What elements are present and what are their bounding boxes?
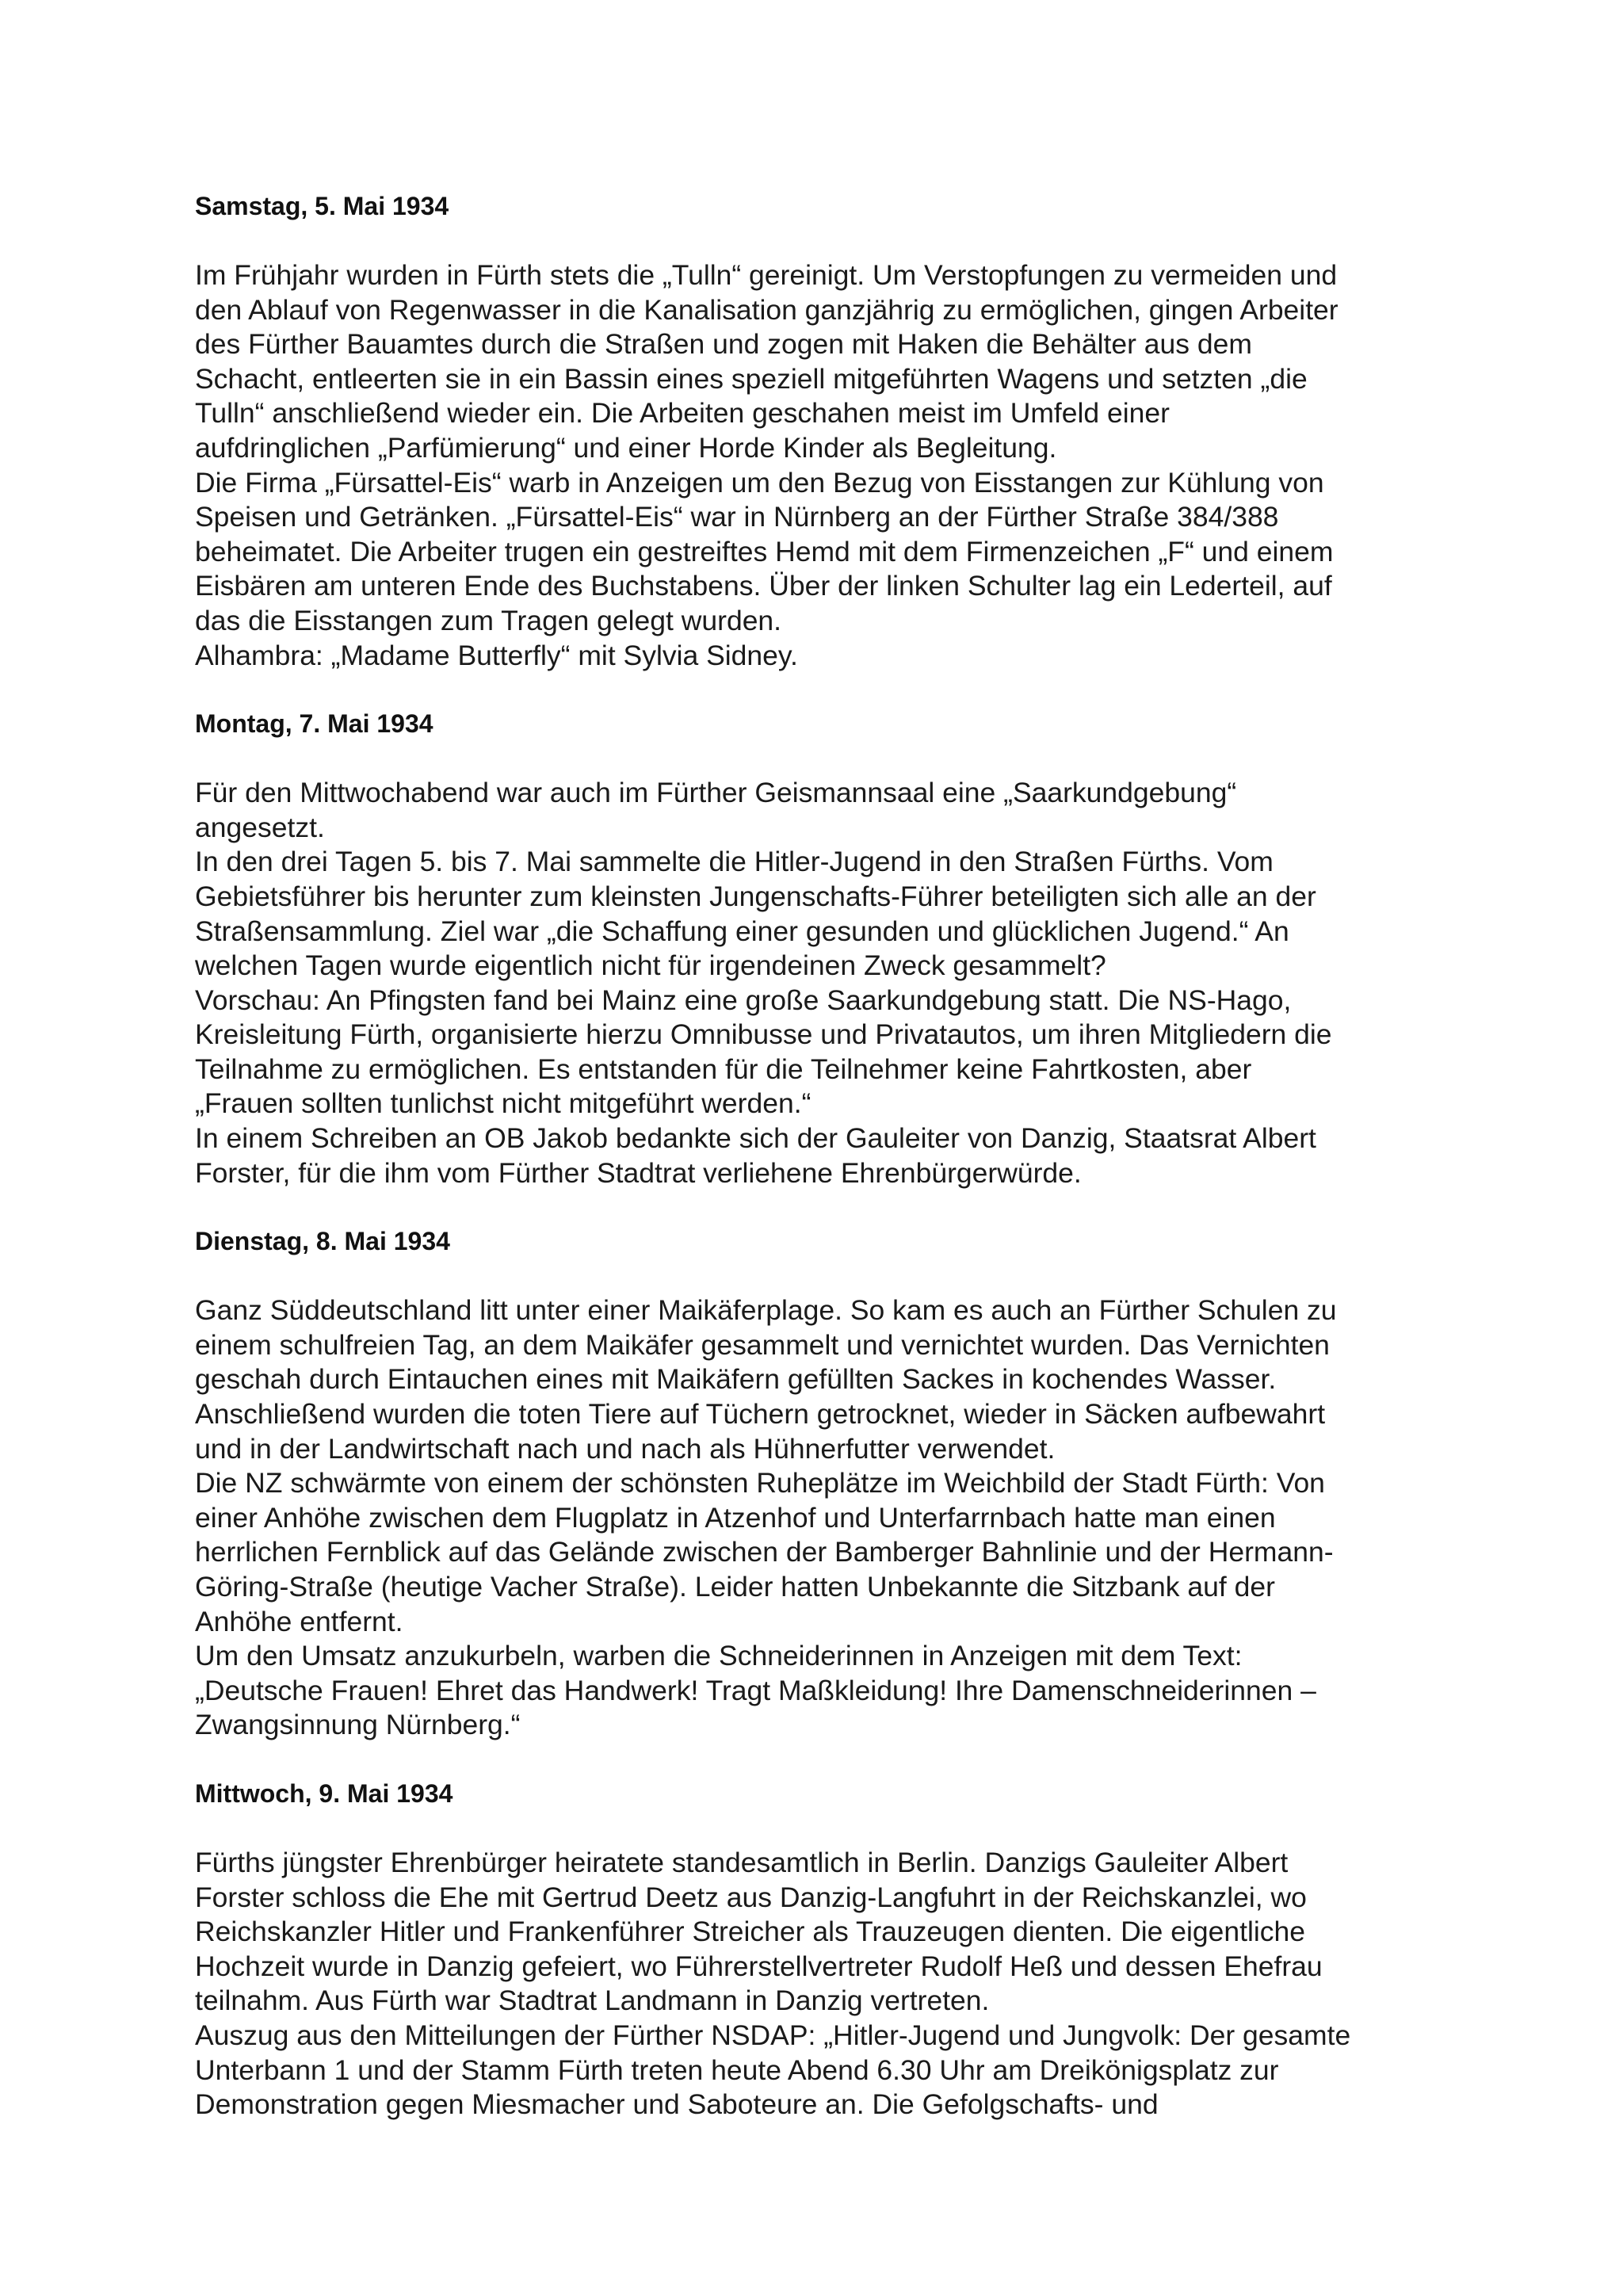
text-line: geschah durch Eintauchen eines mit Maikäfern gefüllten Sackes in kochendes Wasser. xyxy=(195,1363,1277,1396)
text-line: Speisen und Getränken. „Fürsattel-Eis“ war in Nürnberg an der Fürther Straße 384/388 xyxy=(195,501,1279,533)
entry-date-heading: Mittwoch, 9. Mai 1934 xyxy=(195,1778,453,1808)
text-line: Die Firma „Fürsattel-Eis“ warb in Anzeigen um den Bezug von Eisstangen zur Kühlung von xyxy=(195,466,1324,499)
paragraph xyxy=(195,845,1463,983)
text-line: das die Eisstangen zum Tragen gelegt wurden. xyxy=(195,604,782,636)
text-line: Fürths jüngster Ehrenbürger heiratete standesamtlich in Berlin. Danzigs Gauleiter Albert xyxy=(195,1846,1289,1878)
document-page xyxy=(195,189,1463,2156)
text-line: Im Frühjahr wurden in Fürth stets die „Tulln“ gereinigt. Um Verstopfungen zu vermeiden und xyxy=(195,259,1338,291)
text-line: Teilnahme zu ermöglichen. Es entstanden für die Teilnehmer keine Fahrtkosten, aber xyxy=(195,1052,1252,1085)
text-line: Reichskanzler Hitler und Frankenführer Streicher als Trauzeugen dienten. Die eigentliche xyxy=(195,1916,1306,1948)
text-line: Auszug aus den Mitteilungen der Fürther NSDAP: „Hitler-Jugend und Jungvolk: Der gesamte xyxy=(195,2019,1351,2051)
text-line: Die NZ schwärmte von einem der schönsten Ruheplätze im Weichbild der Stadt Fürth: Von xyxy=(195,1467,1325,1499)
text-line: Alhambra: „Madame Butterfly“ mit Sylvia Sidney. xyxy=(195,639,798,671)
text-line: Forster, für die ihm vom Fürther Stadtrat verliehene Ehrenbürgerwürde. xyxy=(195,1156,1082,1189)
text-line: welchen Tagen wurde eigentlich nicht für irgendeinen Zweck gesammelt? xyxy=(195,949,1106,982)
text-line: Vorschau: An Pfingsten fand bei Mainz eine große Saarkundgebung statt. Die NS-Hago, xyxy=(195,984,1292,1016)
paragraph xyxy=(195,984,1463,1121)
entry-wednesday xyxy=(195,1776,1463,2122)
text-line: Gebietsführer bis herunter zum kleinsten Jungenschafts-Führer beteiligten sich alle an der xyxy=(195,880,1316,912)
text-line: „Frauen sollten tunlichst nicht mitgeführt werden.“ xyxy=(195,1087,812,1120)
entry-2024-05-05 xyxy=(195,189,1463,673)
text-line: herrlichen Fernblick auf das Gelände zwischen der Bamberger Bahnlinie und der Hermann- xyxy=(195,1536,1334,1568)
text-line: In einem Schreiben an OB Jakob bedankte sich der Gauleiter von Danzig, Staatsrat Albert xyxy=(195,1122,1316,1155)
text-line: Göring-Straße (heutige Vacher Straße). Leider hatten Unbekannte die Sitzbank auf der xyxy=(195,1571,1275,1603)
paragraph xyxy=(195,776,1463,845)
text-line: Hochzeit wurde in Danzig gefeiert, wo Führerstellvertreter Rudolf Heß und dessen Ehefrau xyxy=(195,1950,1323,1982)
entry-tuesday xyxy=(195,1224,1463,1743)
text-line: Straßensammlung. Ziel war „die Schaffung einer gesunden und glücklichen Jugend.“ An xyxy=(195,915,1289,947)
paragraph xyxy=(195,1466,1463,1639)
text-line: Anschließend wurden die toten Tiere auf Tüchern getrocknet, wieder in Säcken aufbewahrt xyxy=(195,1398,1326,1431)
text-line: angesetzt. xyxy=(195,811,325,843)
paragraph xyxy=(195,258,1463,466)
text-line: den Ablauf von Regenwasser in die Kanalisation ganzjährig zu ermöglichen, gingen Arbeiter xyxy=(195,293,1338,326)
text-line: einer Anhöhe zwischen dem Flugplatz in Atzenhof und Unterfarrnbach hatte man einen xyxy=(195,1501,1276,1534)
paragraph xyxy=(195,1639,1463,1743)
paragraph xyxy=(195,2019,1463,2122)
text-line: Für den Mittwochabend war auch im Fürther Geismannsaal eine „Saarkundgebung“ xyxy=(195,777,1237,809)
entry-monday xyxy=(195,706,1463,1190)
paragraph xyxy=(195,466,1463,639)
text-line: des Fürther Bauamtes durch die Straßen und zogen mit Haken die Behälter aus dem xyxy=(195,328,1252,361)
text-line: und in der Landwirtschaft nach und nach als Hühnerfutter verwendet. xyxy=(195,1432,1056,1465)
entry-date-heading: Montag, 7. Mai 1934 xyxy=(195,709,433,739)
text-line: In den drei Tagen 5. bis 7. Mai sammelte die Hitler-Jugend in den Straßen Fürths. Vom xyxy=(195,846,1274,878)
text-line: „Deutsche Frauen! Ehret das Handwerk! Tragt Maßkleidung! Ihre Damenschneiderinnen – xyxy=(195,1674,1316,1706)
entry-date-heading: Dienstag, 8. Mai 1934 xyxy=(195,1227,450,1256)
paragraph xyxy=(195,1121,1463,1190)
text-line: Tulln“ anschließend wieder ein. Die Arbeiten geschahen meist im Umfeld einer xyxy=(195,397,1170,430)
text-line: Anhöhe entfernt. xyxy=(195,1605,403,1637)
text-line: Ganz Süddeutschland litt unter einer Maikäferplage. So kam es auch an Fürther Schulen zu xyxy=(195,1294,1337,1327)
text-line: Um den Umsatz anzukurbeln, warben die Schneiderinnen in Anzeigen mit dem Text: xyxy=(195,1640,1243,1672)
text-line: einem schulfreien Tag, an dem Maikäfer gesammelt und vernichtet wurden. Das Vernichten xyxy=(195,1328,1330,1361)
paragraph xyxy=(195,1846,1463,2019)
text-line: Zwangsinnung Nürnberg.“ xyxy=(195,1709,521,1741)
text-line: Unterbann 1 und der Stamm Fürth treten heute Abend 6.30 Uhr am Dreikönigsplatz zur xyxy=(195,2053,1279,2086)
text-line: Schacht, entleerten sie in ein Bassin eines speziell mitgeführten Wagens und setzten „die xyxy=(195,362,1308,395)
paragraph xyxy=(195,1293,1463,1466)
text-line: aufdringlichen „Parfümierung“ und einer Horde Kinder als Begleitung. xyxy=(195,431,1057,464)
entry-date-heading: Samstag, 5. Mai 1934 xyxy=(195,192,449,220)
text-line: Demonstration gegen Miesmacher und Saboteure an. Die Gefolgschafts- und xyxy=(195,2088,1159,2121)
text-line: Eisbären am unteren Ende des Buchstabens. Über der linken Schulter lag ein Lederteil, auf xyxy=(195,570,1332,602)
paragraph xyxy=(195,639,1463,674)
text-line: Kreisleitung Fürth, organisierte hierzu Omnibusse und Privatautos, um ihren Mitgliedern die xyxy=(195,1018,1332,1051)
text-line: beheimatet. Die Arbeiter trugen ein gestreiftes Hemd mit dem Firmenzeichen „F“ und einem xyxy=(195,535,1334,567)
text-line: teilnahm. Aus Fürth war Stadtrat Landmann in Danzig vertreten. xyxy=(195,1985,990,2017)
text-line: Forster schloss die Ehe mit Gertrud Deetz aus Danzig-Langfuhrt in der Reichskanzlei, wo xyxy=(195,1881,1307,1913)
